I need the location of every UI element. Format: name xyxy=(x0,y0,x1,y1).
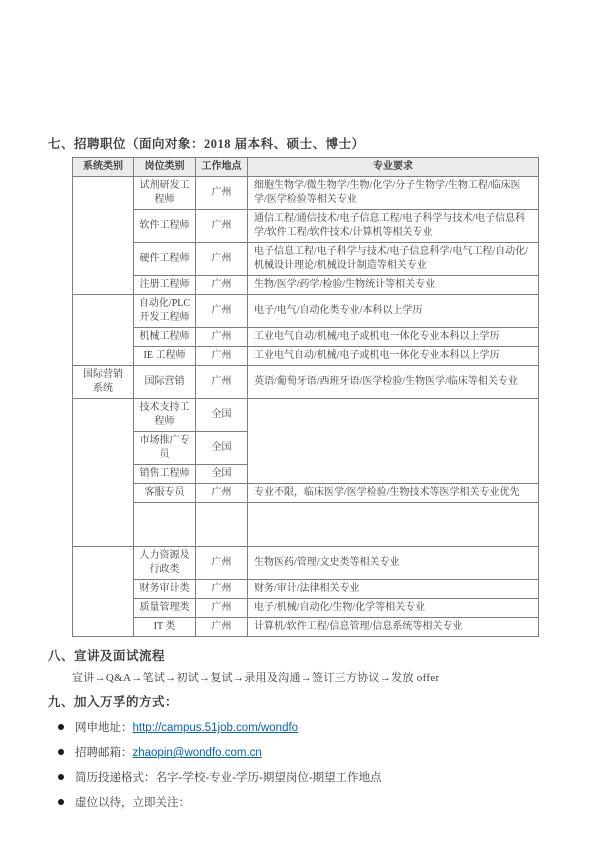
table-row xyxy=(73,347,539,366)
requirement-cell: 财务/审计/法律相关专业 xyxy=(248,580,539,599)
position-cell: 市场推广专员 xyxy=(134,432,196,465)
position-cell: IE 工程师 xyxy=(134,347,196,366)
location-cell: 广州 xyxy=(196,580,248,599)
position-cell: 客服专员 xyxy=(134,484,196,503)
bullet-label: 虚位以待，立即关注： xyxy=(75,797,190,809)
table-row xyxy=(73,399,539,432)
requirement-cell xyxy=(248,503,539,547)
location-cell: 广州 xyxy=(196,347,248,366)
location-cell: 广州 xyxy=(196,484,248,503)
location-cell: 广州 xyxy=(196,210,248,243)
bullet-icon xyxy=(58,774,64,780)
system-category-cell xyxy=(73,547,134,637)
location-cell: 广州 xyxy=(196,547,248,580)
table-row xyxy=(73,580,539,599)
join-methods-list xyxy=(58,719,560,810)
location-cell: 广州 xyxy=(196,276,248,295)
position-cell: 财务审计类 xyxy=(134,580,196,599)
bullet-item xyxy=(58,719,560,735)
positions-table xyxy=(72,157,539,637)
position-cell: 软件工程师 xyxy=(134,210,196,243)
bullet-link[interactable]: http://campus.51job.com/wondfo xyxy=(132,722,299,734)
table-row xyxy=(73,243,539,276)
bullet-icon xyxy=(58,724,64,730)
position-cell: 销售工程师 xyxy=(134,465,196,484)
bullet-item xyxy=(58,794,560,810)
location-cell: 广州 xyxy=(196,599,248,618)
location-cell: 广州 xyxy=(196,295,248,328)
location-cell: 全国 xyxy=(196,465,248,484)
location-cell: 广州 xyxy=(196,366,248,399)
section7-title: 七、招聘职位（面向对象：2018 届本科、硕士、博士） xyxy=(48,137,365,151)
location-cell: 广州 xyxy=(196,618,248,637)
position-cell: 自动化/PLC开发工程师 xyxy=(134,295,196,328)
column-header: 岗位类别 xyxy=(134,158,196,177)
requirement-cell: 通信工程/通信技术/电子信息工程/电子科学与技术/电子信息科学/软件工程/软件技术/计算机等相关专业 xyxy=(248,210,539,243)
requirement-cell: 生物/医学/药学/检验/生物统计等相关专业 xyxy=(248,276,539,295)
position-cell xyxy=(134,503,196,547)
section9-title: 九、加入万孚的方式： xyxy=(48,695,179,709)
bullet-label: 招聘邮箱： xyxy=(75,747,133,759)
table-row xyxy=(73,366,539,399)
requirement-cell: 计算机/软件工程/信息管理/信息系统等相关专业 xyxy=(248,618,539,637)
table-row xyxy=(73,328,539,347)
table-row xyxy=(73,276,539,295)
location-cell: 广州 xyxy=(196,328,248,347)
position-cell: 硬件工程师 xyxy=(134,243,196,276)
location-cell: 广州 xyxy=(196,177,248,210)
positions-table-header-row xyxy=(73,158,539,177)
position-cell: 注册工程师 xyxy=(134,276,196,295)
position-cell: 试剂研发工程师 xyxy=(134,177,196,210)
requirement-cell: 电子/机械/自动化/生物/化学等相关专业 xyxy=(248,599,539,618)
table-row xyxy=(73,599,539,618)
bullet-label: 简历投递格式：名字-学校-专业-学历-期望岗位-期望工作地点 xyxy=(75,772,382,784)
column-header: 专业要求 xyxy=(248,158,539,177)
system-category-cell xyxy=(73,295,134,366)
system-category-cell xyxy=(73,177,134,295)
bullet-link[interactable]: zhaopin@wondfo.com.cn xyxy=(132,747,262,759)
system-category-cell: 国际营销系统 xyxy=(73,366,134,399)
requirement-cell: 工业电气自动/机械/电子或机电一体化专业本科以上学历 xyxy=(248,347,539,366)
table-row xyxy=(73,618,539,637)
table-row xyxy=(73,484,539,503)
location-cell xyxy=(196,503,248,547)
table-row xyxy=(73,503,539,547)
position-cell: 国际营销 xyxy=(134,366,196,399)
system-category-cell xyxy=(73,399,134,547)
requirement-cell: 生物医药/管理/文史类等相关专业 xyxy=(248,547,539,580)
table-row xyxy=(73,210,539,243)
position-cell: 机械工程师 xyxy=(134,328,196,347)
requirement-cell: 英语/葡萄牙语/西班牙语/医学检验/生物医学/临床等相关专业 xyxy=(248,366,539,399)
requirement-cell: 电子信息工程/电子科学与技术/电子信息科学/电气工程/自动化/机械设计理论/机械设计制造等相关专业 xyxy=(248,243,539,276)
section8-title: 八、宣讲及面试流程 xyxy=(48,649,166,663)
column-header: 系统类别 xyxy=(73,158,134,177)
location-cell: 广州 xyxy=(196,243,248,276)
position-cell: 技术支持工程师 xyxy=(134,399,196,432)
position-cell: IT 类 xyxy=(134,618,196,637)
bullet-icon xyxy=(58,749,64,755)
table-row xyxy=(73,177,539,210)
requirement-cell: 工业电气自动/机械/电子或机电一体化专业本科以上学历 xyxy=(248,328,539,347)
requirement-cell xyxy=(248,399,539,484)
position-cell: 质量管理类 xyxy=(134,599,196,618)
table-row xyxy=(73,295,539,328)
location-cell: 全国 xyxy=(196,432,248,465)
location-cell: 全国 xyxy=(196,399,248,432)
positions-table-body xyxy=(73,177,539,637)
requirement-cell: 电子/电气/自动化类专业/本科以上学历 xyxy=(248,295,539,328)
bullet-item xyxy=(58,769,560,785)
bullet-icon xyxy=(58,799,64,805)
position-cell: 人力资源及行政类 xyxy=(134,547,196,580)
column-header: 工作地点 xyxy=(196,158,248,177)
table-row xyxy=(73,547,539,580)
bullet-label: 网申地址： xyxy=(75,722,133,734)
interview-flow: 宣讲→Q&A→笔试→初试→复试→录用及沟通→签订三方协议→发放 offer xyxy=(72,672,440,684)
bullet-item xyxy=(58,744,560,760)
requirement-cell: 专业不限，临床医学/医学检验/生物技术等医学相关专业优先 xyxy=(248,484,539,503)
requirement-cell: 细胞生物学/微生物学/生物/化学/分子生物学/生物工程/临床医学/医学检验等相关专业 xyxy=(248,177,539,210)
